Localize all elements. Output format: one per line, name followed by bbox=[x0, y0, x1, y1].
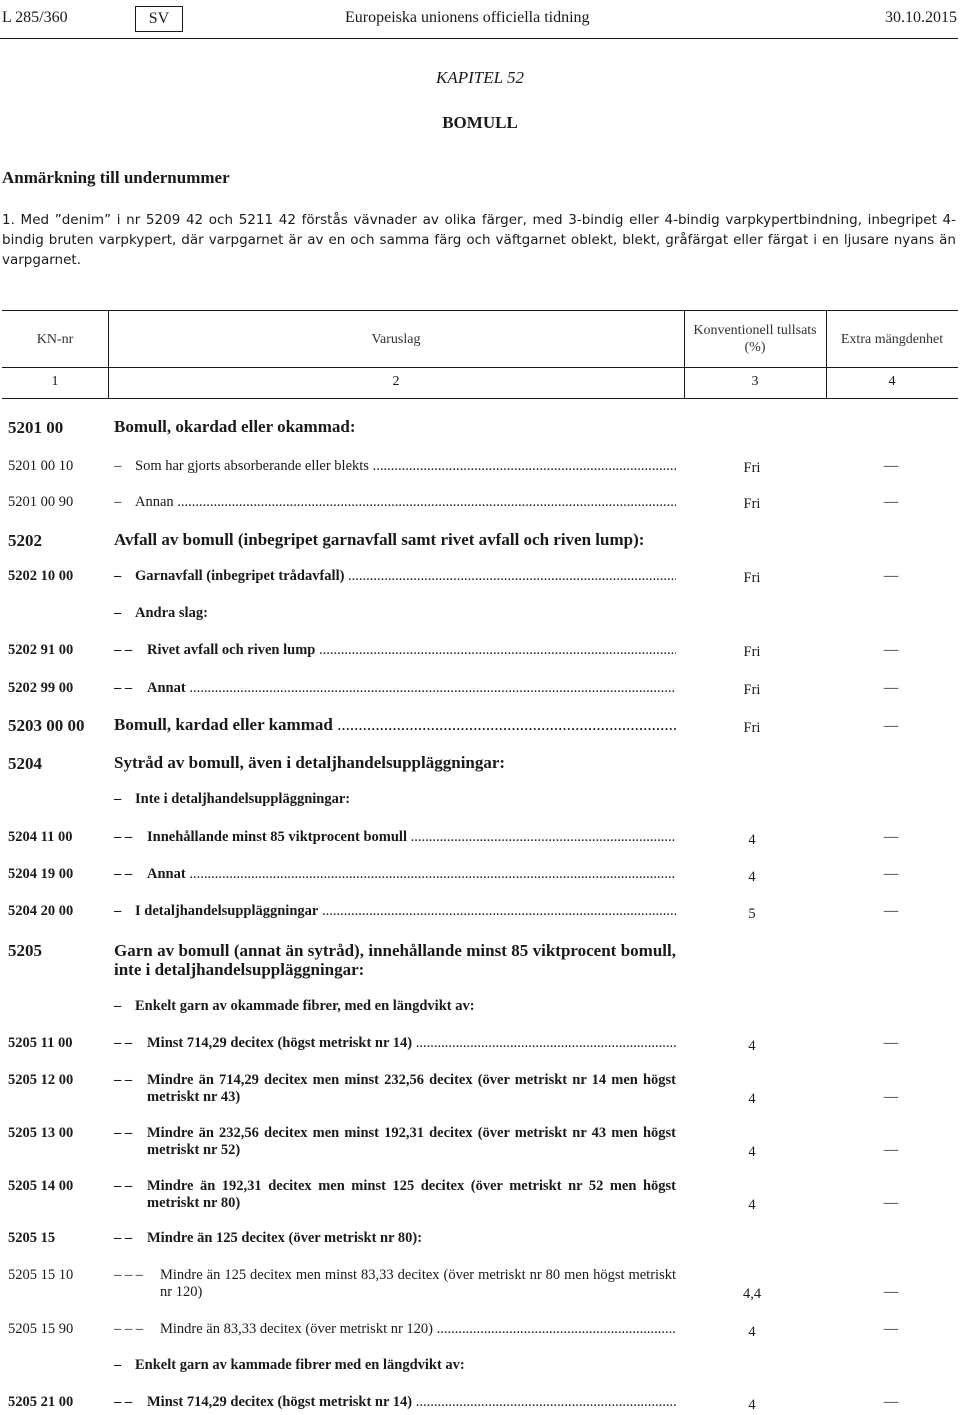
indent-dash: – bbox=[114, 1357, 122, 1373]
row-description bbox=[114, 998, 676, 1015]
duty-rate: 4 bbox=[748, 1197, 756, 1213]
description-text: Annan bbox=[135, 494, 174, 510]
duty-rate: 4 bbox=[748, 869, 756, 885]
indent-dash: – bbox=[114, 494, 122, 510]
description-text: Rivet avfall och riven lump bbox=[147, 642, 316, 658]
description-text: I detaljhandelsuppläggningar bbox=[135, 903, 319, 919]
kn-code: 5205 13 00 bbox=[8, 1125, 74, 1141]
supplementary-unit: — bbox=[883, 1089, 899, 1105]
description-text: Minst 714,29 decitex (högst metriskt nr 14) bbox=[147, 1394, 413, 1410]
kn-code: 5201 00 90 bbox=[8, 494, 74, 510]
row-description bbox=[114, 1125, 676, 1159]
supplementary-unit: — bbox=[883, 1284, 899, 1300]
description-text: Mindre än 83,33 decitex (över metriskt nr 120) bbox=[160, 1321, 434, 1337]
kn-code: 5201 00 10 bbox=[8, 458, 74, 474]
indent-dash: – bbox=[114, 903, 122, 919]
column-number: 3 bbox=[751, 374, 759, 389]
column-number: 4 bbox=[888, 374, 896, 389]
kn-code: 5202 99 00 bbox=[8, 680, 74, 696]
page-reference: L 285/360 bbox=[2, 9, 68, 26]
indent-dash: – – bbox=[114, 829, 133, 845]
description-text: Enkelt garn av kammade fibrer med en längdvikt av: bbox=[135, 1357, 465, 1373]
kn-code: 5205 12 00 bbox=[8, 1072, 74, 1088]
running-header bbox=[0, 6, 960, 32]
note-text: 1. Med ”denim” i nr 5209 42 och 5211 42 förstås vävnader av olika färger, med 3-bindig eller 4-bindig varpkypertbindning, inbegripet 4-bindig bruten varpkypert, där varpgarnet är av en och samma färg och väftgarnet oblekt, blekt, gråfärgat eller färgat i en ljusare nyans än varpgarnet. bbox=[2, 212, 956, 268]
supplementary-unit: — bbox=[883, 903, 899, 919]
publication-date: 30.10.2015 bbox=[885, 9, 957, 26]
row-description bbox=[114, 605, 676, 622]
row-description bbox=[114, 568, 676, 585]
row-description bbox=[114, 829, 676, 846]
indent-dash: – bbox=[114, 605, 122, 621]
column-number: 2 bbox=[392, 374, 400, 389]
row-description bbox=[114, 791, 676, 808]
duty-rate: 4 bbox=[748, 832, 756, 848]
indent-dash: – bbox=[114, 458, 122, 474]
description-text: Mindre än 125 decitex (över metriskt nr 80): bbox=[147, 1230, 423, 1246]
note-heading: Anmärkning till undernummer bbox=[2, 168, 230, 187]
kn-code: 5205 15 90 bbox=[8, 1321, 74, 1337]
description-text: Innehållande minst 85 viktprocent bomull bbox=[147, 829, 407, 845]
header-tullsats: Konventionell tullsats (%) bbox=[693, 323, 817, 355]
kn-code: 5205 15 10 bbox=[8, 1267, 74, 1283]
indent-dash: – – bbox=[114, 1035, 133, 1051]
duty-rate: 4,4 bbox=[742, 1286, 762, 1302]
description-text: Mindre än 714,29 decitex men minst 232,56 decitex (över metriskt nr 14 men högst metriskt nr 43) bbox=[147, 1072, 676, 1105]
supplementary-unit: — bbox=[883, 1394, 899, 1410]
column-divider bbox=[684, 311, 685, 367]
journal-title: Europeiska unionens officiella tidning bbox=[345, 9, 590, 26]
row-description bbox=[114, 458, 676, 475]
description-text: Andra slag: bbox=[135, 605, 208, 621]
column-divider bbox=[684, 366, 685, 398]
kn-code: 5204 11 00 bbox=[8, 829, 73, 845]
description-text: Bomull, kardad eller kammad bbox=[114, 716, 333, 733]
description-text: Bomull, okardad eller okammad: bbox=[114, 417, 356, 436]
indent-dash: – – – bbox=[114, 1321, 143, 1337]
supplementary-unit: — bbox=[883, 718, 899, 734]
supplementary-unit: — bbox=[883, 680, 899, 696]
supplementary-unit: — bbox=[883, 458, 899, 474]
description-text: Garn av bomull (annat än sytråd), innehållande minst 85 viktprocent bomull, inte i detaljhandelsuppläggningar: bbox=[114, 941, 676, 979]
indent-dash: – – bbox=[114, 1178, 133, 1194]
row-description bbox=[114, 531, 676, 548]
row-description bbox=[114, 1035, 676, 1052]
kn-code: 5205 21 00 bbox=[8, 1394, 74, 1410]
description-text: Som har gjorts absorberande eller blekts bbox=[135, 458, 369, 474]
language-badge: SV bbox=[135, 6, 183, 32]
row-description bbox=[114, 1072, 676, 1106]
header-extra-unit: Extra mängdenhet bbox=[840, 331, 944, 347]
row-description bbox=[114, 1394, 676, 1411]
header-rule bbox=[0, 38, 958, 39]
description-text: Mindre än 232,56 decitex men minst 192,31 decitex (över metriskt nr 43 men högst metriskt nr 52) bbox=[147, 1125, 676, 1158]
kn-code: 5204 bbox=[8, 754, 42, 773]
supplementary-unit: — bbox=[883, 1142, 899, 1158]
indent-dash: – – bbox=[114, 680, 133, 696]
row-description bbox=[114, 680, 676, 697]
duty-rate: 4 bbox=[748, 1091, 756, 1107]
table-header bbox=[2, 310, 958, 368]
description-text: Sytråd av bomull, även i detaljhandelsuppläggningar: bbox=[114, 753, 506, 772]
description-text: Minst 714,29 decitex (högst metriskt nr 14) bbox=[147, 1035, 413, 1051]
indent-dash: – – bbox=[114, 1125, 133, 1141]
duty-rate: 4 bbox=[748, 1144, 756, 1160]
duty-rate: 4 bbox=[748, 1324, 756, 1340]
supplementary-unit: — bbox=[883, 494, 899, 510]
kn-code: 5205 14 00 bbox=[8, 1178, 74, 1194]
row-description bbox=[114, 941, 676, 979]
row-description bbox=[114, 903, 676, 920]
row-description bbox=[114, 418, 676, 435]
kn-code: 5205 bbox=[8, 941, 42, 960]
row-description bbox=[114, 1178, 676, 1212]
description-text: Enkelt garn av okammade fibrer, med en längdvikt av: bbox=[135, 998, 475, 1014]
chapter-label: KAPITEL 52 bbox=[435, 68, 524, 87]
row-description bbox=[114, 1267, 676, 1301]
indent-dash: – bbox=[114, 791, 122, 807]
duty-rate: Fri bbox=[743, 460, 761, 476]
indent-dash: – – bbox=[114, 866, 133, 882]
kn-code: 5205 11 00 bbox=[8, 1035, 73, 1051]
description-text: Mindre än 125 decitex men minst 83,33 decitex (över metriskt nr 80 men högst metriskt nr 120) bbox=[160, 1267, 676, 1300]
duty-rate: Fri bbox=[743, 496, 761, 512]
indent-dash: – – bbox=[114, 1394, 133, 1410]
description-text: Annat bbox=[147, 680, 186, 696]
kn-code: 5201 00 bbox=[8, 418, 64, 437]
duty-rate: Fri bbox=[743, 682, 761, 698]
row-description bbox=[114, 642, 676, 659]
kn-code: 5202 91 00 bbox=[8, 642, 74, 658]
row-description bbox=[114, 1321, 676, 1338]
description-text: Annat bbox=[147, 866, 186, 882]
supplementary-unit: — bbox=[883, 1035, 899, 1051]
indent-dash: – – bbox=[114, 642, 133, 658]
row-description bbox=[114, 494, 676, 511]
description-text: Avfall av bomull (inbegripet garnavfall samt rivet avfall och riven lump): bbox=[114, 530, 645, 549]
indent-dash: – – – bbox=[114, 1267, 143, 1283]
kn-code: 5202 bbox=[8, 531, 42, 550]
row-description bbox=[114, 1357, 676, 1374]
header-varuslag: Varuslag bbox=[371, 331, 421, 347]
column-number: 1 bbox=[51, 374, 59, 389]
description-text: Inte i detaljhandelsuppläggningar: bbox=[135, 791, 351, 807]
kn-code: 5205 15 bbox=[8, 1230, 56, 1246]
kn-code: 5204 20 00 bbox=[8, 903, 74, 919]
row-description bbox=[114, 716, 676, 733]
duty-rate: Fri bbox=[743, 570, 761, 586]
header-kn-nr: KN-nr bbox=[36, 331, 74, 347]
indent-dash: – – bbox=[114, 1230, 133, 1246]
column-numbers bbox=[2, 366, 958, 399]
duty-rate: 5 bbox=[748, 906, 756, 922]
kn-code: 5203 00 00 bbox=[8, 716, 85, 735]
row-description bbox=[114, 1230, 676, 1247]
kn-code: 5204 19 00 bbox=[8, 866, 74, 882]
description-text: Mindre än 192,31 decitex men minst 125 decitex (över metriskt nr 52 men högst metriskt nr 80) bbox=[147, 1178, 676, 1211]
description-text: Garnavfall (inbegripet trådavfall) bbox=[135, 568, 345, 584]
indent-dash: – bbox=[114, 568, 122, 584]
supplementary-unit: — bbox=[883, 568, 899, 584]
supplementary-unit: — bbox=[883, 1321, 899, 1337]
chapter-title: BOMULL bbox=[442, 113, 518, 132]
supplementary-unit: — bbox=[883, 642, 899, 658]
kn-code: 5202 10 00 bbox=[8, 568, 74, 584]
indent-dash: – bbox=[114, 998, 122, 1014]
supplementary-unit: — bbox=[883, 1195, 899, 1211]
supplementary-unit: — bbox=[883, 866, 899, 882]
supplementary-unit: — bbox=[883, 829, 899, 845]
duty-rate: 4 bbox=[748, 1397, 756, 1413]
row-description bbox=[114, 866, 676, 883]
duty-rate: Fri bbox=[743, 644, 761, 660]
row-description bbox=[114, 754, 676, 771]
duty-rate: Fri bbox=[743, 720, 761, 736]
duty-rate: 4 bbox=[748, 1038, 756, 1054]
indent-dash: – – bbox=[114, 1072, 133, 1088]
